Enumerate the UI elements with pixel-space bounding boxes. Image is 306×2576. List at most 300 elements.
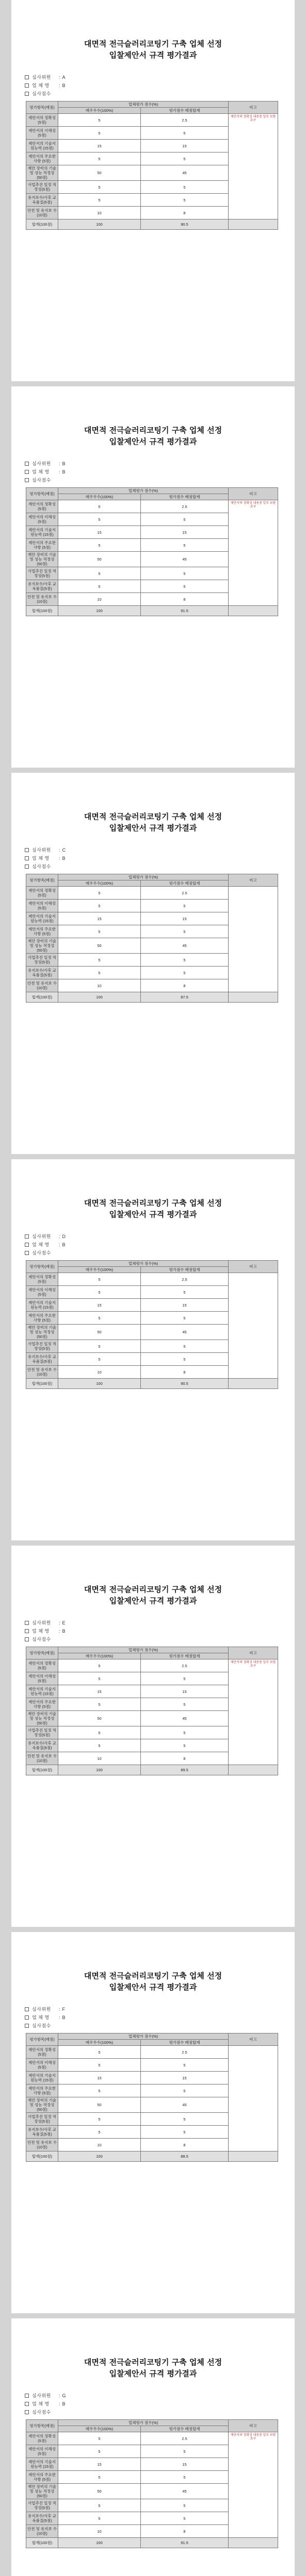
checkbox-icon <box>25 2402 29 2406</box>
score-value: 5 <box>141 2499 229 2512</box>
score-row <box>26 1273 278 1286</box>
checkbox-icon <box>25 848 29 852</box>
evaluator-value: D <box>62 1234 66 1239</box>
score-note: 제안서의 정확성 내용중 일부 보완 요구 <box>229 500 278 606</box>
header-score: 평가점수 배점합계 <box>141 2040 229 2046</box>
score-max: 5 <box>58 127 141 140</box>
score-max: 5 <box>58 1672 141 1685</box>
score-value: 5 <box>141 181 229 194</box>
form-title-line-1: 대면적 전극슬러리코팅기 구축 업체 선정 <box>84 1971 222 1980</box>
checkbox-icon <box>25 2007 29 2011</box>
score-value: 45 <box>141 938 229 954</box>
header-item: 평가항목(배점) <box>26 2033 58 2046</box>
score-value: 5 <box>141 1739 229 1752</box>
meta-label: 심사점수 <box>32 1250 51 1256</box>
score-item: 제안서의 주요한 사항 (5점) <box>26 2084 58 2097</box>
score-max: 10 <box>58 2139 141 2151</box>
score-max: 50 <box>58 2484 141 2499</box>
score-item: 제안서의 정확성(5점) <box>26 500 58 513</box>
score-table <box>26 1260 278 1389</box>
score-value: 5 <box>141 194 229 207</box>
form-meta <box>25 2392 295 2416</box>
score-max: 15 <box>58 1685 141 1698</box>
score-value: 5 <box>141 152 229 165</box>
form-title-line-2: 입찰제안서 규격 평가결과 <box>109 2369 197 2378</box>
meta-colon: : <box>59 1234 60 1239</box>
score-value: 8 <box>141 2525 229 2538</box>
score-max: 5 <box>58 925 141 938</box>
score-max: 5 <box>58 1698 141 1711</box>
score-item: 제안서의 기술지원능력 (15점) <box>26 1685 58 1698</box>
score-value: 5 <box>141 2512 229 2525</box>
score-table <box>26 1647 278 1775</box>
score-item: 제안서의 이해성(5점) <box>26 900 58 912</box>
form-title-line-2: 입찰제안서 규격 평가결과 <box>109 50 197 60</box>
score-max: 10 <box>58 593 141 606</box>
score-item: 유지보수/사후 교육품질(5점) <box>26 2126 58 2139</box>
form-title-line-1: 대면적 전극슬러리코팅기 구축 업체 선정 <box>84 2358 222 2367</box>
header-scale: 매우우수(100%) <box>58 880 141 887</box>
score-table <box>26 2419 278 2548</box>
score-max: 5 <box>58 2512 141 2525</box>
meta-label: 심사점수 <box>32 1637 51 1642</box>
score-max: 5 <box>58 2084 141 2097</box>
total-max: 100 <box>58 219 141 230</box>
score-value: 15 <box>141 2072 229 2084</box>
form-meta <box>25 460 295 484</box>
checkbox-icon <box>25 1637 29 1641</box>
total-label: 합계(100점) <box>26 2538 58 2548</box>
score-max: 5 <box>58 181 141 194</box>
checkbox-icon <box>25 2024 29 2028</box>
score-value: 5 <box>141 1312 229 1325</box>
score-row <box>26 500 278 513</box>
score-max: 5 <box>58 1340 141 1353</box>
total-score: 89.5 <box>141 1765 229 1775</box>
score-item: 제안 장비의 기술 및 성능 적정성(50점) <box>26 938 58 954</box>
score-value: 5 <box>141 2084 229 2097</box>
meta-colon: : <box>59 83 60 88</box>
score-item: 사업추진 일정 적정성(5점) <box>26 954 58 967</box>
header-note: 비고 <box>229 2033 278 2046</box>
score-value: 5 <box>141 1698 229 1711</box>
score-value: 8 <box>141 2139 229 2151</box>
score-max: 5 <box>58 887 141 900</box>
score-item: 제안서의 기술지원능력 (15점) <box>26 526 58 539</box>
score-max: 10 <box>58 979 141 992</box>
checkbox-icon <box>25 1621 29 1625</box>
total-note <box>229 2538 278 2548</box>
score-item: 제안서의 주요한 사항 (5점) <box>26 925 58 938</box>
meta-label: 업 체 명 <box>32 469 50 474</box>
score-item: 안전 및 유지보 수(10점) <box>26 2139 58 2151</box>
header-item: 평가항목(배점) <box>26 1647 58 1659</box>
score-item: 제안서의 정확성(5점) <box>26 2046 58 2059</box>
evaluation-form-page <box>11 2318 295 2576</box>
score-item: 제안서의 주요한 사항 (5점) <box>26 539 58 552</box>
score-max: 50 <box>58 2097 141 2113</box>
score-value: 8 <box>141 593 229 606</box>
total-label: 합계(100점) <box>26 1765 58 1775</box>
checkbox-icon <box>25 1251 29 1255</box>
score-item: 유지보수/사후 교육품질(5점) <box>26 2512 58 2525</box>
score-value: 8 <box>141 207 229 219</box>
score-max: 10 <box>58 2525 141 2538</box>
form-title-line-1: 대면적 전극슬러리코팅기 구축 업체 선정 <box>84 426 222 435</box>
score-value: 15 <box>141 140 229 152</box>
score-item: 사업추진 일정 적정성(5점) <box>26 1340 58 1353</box>
meta-label: 심사위원 <box>32 1620 51 1625</box>
form-title-line-2: 입찰제안서 규격 평가결과 <box>109 1210 197 1219</box>
evaluation-form-page <box>11 1546 295 1927</box>
header-scale: 매우우수(100%) <box>58 494 141 500</box>
meta-score <box>25 1249 295 1257</box>
meta-label: 심사위원 <box>32 2007 51 2012</box>
meta-company <box>25 2400 295 2408</box>
header-score: 평가점수 배점합계 <box>141 880 229 887</box>
score-note: 제안서의 정확성 내용중 일부 보완 요구 <box>229 2432 278 2538</box>
checkbox-icon <box>25 2394 29 2398</box>
evaluator-value: B <box>62 461 66 466</box>
score-note <box>229 2046 278 2151</box>
meta-evaluator <box>25 1619 295 1627</box>
score-max: 50 <box>58 552 141 567</box>
meta-label: 업 체 명 <box>32 83 50 88</box>
score-max: 5 <box>58 1726 141 1739</box>
total-max: 100 <box>58 992 141 1003</box>
evaluator-value: E <box>62 1620 66 1625</box>
score-value: 2.5 <box>141 114 229 127</box>
score-value: 5 <box>141 2059 229 2072</box>
header-score: 평가점수 배점합계 <box>141 1653 229 1659</box>
score-value: 5 <box>141 2445 229 2458</box>
evaluation-form-page <box>11 0 295 381</box>
meta-label: 심사점수 <box>32 478 51 483</box>
meta-evaluator <box>25 73 295 81</box>
header-note: 비고 <box>229 101 278 114</box>
score-value: 2.5 <box>141 1273 229 1286</box>
header-scale: 매우우수(100%) <box>58 108 141 114</box>
score-max: 15 <box>58 2458 141 2471</box>
meta-label: 업 체 명 <box>32 856 50 861</box>
meta-score <box>25 2408 295 2416</box>
checkbox-icon <box>25 470 29 474</box>
score-item: 제안서의 이해성(5점) <box>26 1672 58 1685</box>
score-value: 5 <box>141 925 229 938</box>
meta-company <box>25 1627 295 1635</box>
total-score: 90.5 <box>141 219 229 230</box>
meta-label: 심사위원 <box>32 75 51 80</box>
meta-company <box>25 854 295 862</box>
score-value: 5 <box>141 2113 229 2126</box>
score-item: 안전 및 유지보 수(10점) <box>26 207 58 219</box>
score-value: 5 <box>141 2471 229 2484</box>
checkbox-icon <box>25 856 29 860</box>
header-group: 업체평가 점수(%) <box>58 488 229 494</box>
score-item: 제안서의 기술지원능력 (15점) <box>26 2458 58 2471</box>
score-value: 2.5 <box>141 1659 229 1672</box>
score-max: 15 <box>58 1299 141 1312</box>
total-max: 100 <box>58 1379 141 1389</box>
form-meta <box>25 1619 295 1643</box>
meta-score <box>25 862 295 871</box>
header-scale: 매우우수(100%) <box>58 1267 141 1273</box>
company-value: B <box>62 2401 66 2406</box>
company-value: B <box>62 469 66 474</box>
score-item: 유지보수/사후 교육품질(5점) <box>26 580 58 593</box>
score-item: 제안 장비의 기술 및 성능 적정성(50점) <box>26 1711 58 1726</box>
score-table <box>26 487 278 616</box>
score-value: 15 <box>141 2458 229 2471</box>
score-max: 5 <box>58 2499 141 2512</box>
header-score: 평가점수 배점합계 <box>141 494 229 500</box>
score-max: 50 <box>58 1325 141 1340</box>
total-row <box>26 2151 278 2162</box>
meta-colon: : <box>59 1242 60 1247</box>
score-value: 5 <box>141 567 229 580</box>
form-meta <box>25 73 295 98</box>
score-max: 5 <box>58 954 141 967</box>
score-item: 제안서의 기술지원능력 (15점) <box>26 140 58 152</box>
meta-colon: : <box>59 2401 60 2406</box>
evaluation-form-page <box>11 386 295 768</box>
header-item: 평가항목(배점) <box>26 874 58 887</box>
meta-colon: : <box>59 469 60 474</box>
total-max: 100 <box>58 2538 141 2548</box>
meta-colon: : <box>59 2393 60 2398</box>
meta-evaluator <box>25 460 295 468</box>
score-item: 제안서의 이해성(5점) <box>26 2059 58 2072</box>
company-value: B <box>62 83 66 88</box>
meta-evaluator <box>25 1232 295 1241</box>
score-value: 8 <box>141 1366 229 1379</box>
meta-score <box>25 1635 295 1643</box>
total-note <box>229 219 278 230</box>
score-max: 5 <box>58 1273 141 1286</box>
score-item: 제안서의 정확성(5점) <box>26 1273 58 1286</box>
header-note: 비고 <box>229 488 278 500</box>
meta-label: 심사위원 <box>32 848 51 853</box>
score-item: 제안서의 기술지원능력 (15점) <box>26 1299 58 1312</box>
score-value: 45 <box>141 552 229 567</box>
header-group: 업체평가 점수(%) <box>58 2033 229 2040</box>
evaluator-value: A <box>62 75 66 80</box>
checkbox-icon <box>25 1243 29 1247</box>
score-item: 제안서의 주요한 사항 (5점) <box>26 1698 58 1711</box>
total-row <box>26 2538 278 2548</box>
score-item: 제안서의 정확성(5점) <box>26 1659 58 1672</box>
score-item: 제안서의 이해성(5점) <box>26 513 58 526</box>
score-value: 5 <box>141 1672 229 1685</box>
header-scale: 매우우수(100%) <box>58 1653 141 1659</box>
header-item: 평가항목(배점) <box>26 2420 58 2432</box>
total-row <box>26 219 278 230</box>
total-max: 100 <box>58 2151 141 2162</box>
score-max: 5 <box>58 513 141 526</box>
score-item: 제안서의 정확성(5점) <box>26 2432 58 2445</box>
meta-colon: : <box>59 461 60 466</box>
score-value: 8 <box>141 979 229 992</box>
header-note: 비고 <box>229 2420 278 2432</box>
evaluator-value: G <box>62 2393 66 2398</box>
form-title-line-1: 대면적 전극슬러리코팅기 구축 업체 선정 <box>84 1585 222 1594</box>
meta-evaluator <box>25 846 295 854</box>
score-item: 유지보수/사후 교육품질(5점) <box>26 1353 58 1366</box>
checkbox-icon <box>25 478 29 482</box>
meta-score <box>25 2022 295 2030</box>
score-note <box>229 887 278 992</box>
total-label: 합계(100점) <box>26 606 58 616</box>
score-value: 15 <box>141 1685 229 1698</box>
total-label: 합계(100점) <box>26 2151 58 2162</box>
score-note: 제안서의 정확성 내용중 일부 보완 요구 <box>229 114 278 219</box>
score-item: 유지보수/사후 교육품질(5점) <box>26 967 58 979</box>
score-max: 50 <box>58 165 141 181</box>
score-item: 안전 및 유지보 수(10점) <box>26 2525 58 2538</box>
score-item: 제안서의 기술지원능력 (15점) <box>26 2072 58 2084</box>
total-max: 100 <box>58 1765 141 1775</box>
meta-label: 심사점수 <box>32 864 51 869</box>
score-max: 5 <box>58 2126 141 2139</box>
score-max: 5 <box>58 2059 141 2072</box>
meta-evaluator <box>25 2392 295 2400</box>
header-group: 업체평가 점수(%) <box>58 101 229 108</box>
header-scale: 매우우수(100%) <box>58 2040 141 2046</box>
meta-colon: : <box>59 2015 60 2020</box>
total-note <box>229 992 278 1003</box>
meta-company <box>25 81 295 90</box>
score-value: 5 <box>141 513 229 526</box>
header-item: 평가항목(배점) <box>26 488 58 500</box>
checkbox-icon <box>25 92 29 96</box>
total-score: 88.5 <box>141 2151 229 2162</box>
header-score: 평가점수 배점합계 <box>141 108 229 114</box>
form-meta <box>25 2005 295 2030</box>
evaluation-form-page <box>11 773 295 1154</box>
meta-label: 업 체 명 <box>32 1242 50 1247</box>
total-note <box>229 1379 278 1389</box>
score-value: 5 <box>141 580 229 593</box>
meta-colon: : <box>59 1629 60 1634</box>
company-value: B <box>62 1242 66 1247</box>
score-max: 5 <box>58 1312 141 1325</box>
score-item: 제안 장비의 기술 및 성능 적정성(50점) <box>26 2097 58 2113</box>
header-group: 업체평가 점수(%) <box>58 874 229 880</box>
score-item: 제안서의 주요한 사항 (5점) <box>26 152 58 165</box>
form-title-line-2: 입찰제안서 규격 평가결과 <box>109 1982 197 1992</box>
evaluator-value: C <box>62 848 66 853</box>
score-row <box>26 1659 278 1672</box>
score-max: 5 <box>58 2432 141 2445</box>
score-max: 10 <box>58 1752 141 1765</box>
total-label: 합계(100점) <box>26 992 58 1003</box>
score-note: 제안서의 정확성 내용중 일부 보완 요구 <box>229 1659 278 1765</box>
score-max: 5 <box>58 539 141 552</box>
meta-evaluator <box>25 2005 295 2013</box>
score-item: 안전 및 유지보 수(10점) <box>26 593 58 606</box>
score-value: 5 <box>141 900 229 912</box>
score-item: 제안서의 정확성(5점) <box>26 114 58 127</box>
total-row <box>26 1379 278 1389</box>
total-score: 87.5 <box>141 992 229 1003</box>
score-item: 사업추진 일정 적정성(5점) <box>26 2113 58 2126</box>
score-item: 사업추진 일정 적정성(5점) <box>26 2499 58 2512</box>
meta-label: 심사점수 <box>32 91 51 96</box>
header-group: 업체평가 점수(%) <box>58 1647 229 1653</box>
meta-label: 심사위원 <box>32 461 51 466</box>
score-item: 제안서의 기술지원능력 (15점) <box>26 912 58 925</box>
score-item: 제안 장비의 기술 및 성능 적정성(50점) <box>26 552 58 567</box>
score-max: 5 <box>58 567 141 580</box>
total-score: 90.5 <box>141 1379 229 1389</box>
score-value: 5 <box>141 1726 229 1739</box>
score-max: 5 <box>58 2445 141 2458</box>
score-max: 15 <box>58 526 141 539</box>
score-max: 5 <box>58 114 141 127</box>
score-value: 15 <box>141 526 229 539</box>
score-value: 5 <box>141 967 229 979</box>
meta-colon: : <box>59 1620 60 1625</box>
total-row <box>26 606 278 616</box>
form-title-line-1: 대면적 전극슬러리코팅기 구축 업체 선정 <box>84 1198 222 1208</box>
score-max: 5 <box>58 900 141 912</box>
score-note <box>229 1273 278 1379</box>
score-value: 8 <box>141 1752 229 1765</box>
checkbox-icon <box>25 1629 29 1633</box>
score-max: 5 <box>58 1659 141 1672</box>
evaluation-form-page <box>11 1932 295 2313</box>
score-item: 제안서의 정확성(5점) <box>26 887 58 900</box>
score-value: 2.5 <box>141 2432 229 2445</box>
meta-label: 심사위원 <box>32 1234 51 1239</box>
score-value: 2.5 <box>141 887 229 900</box>
score-item: 유지보수/사후 교육품질(5점) <box>26 1739 58 1752</box>
total-note <box>229 606 278 616</box>
total-score: 91.5 <box>141 606 229 616</box>
meta-label: 업 체 명 <box>32 1629 50 1634</box>
score-value: 45 <box>141 1711 229 1726</box>
form-meta <box>25 846 295 871</box>
score-value: 15 <box>141 912 229 925</box>
form-meta <box>25 1232 295 1257</box>
score-row <box>26 887 278 900</box>
score-item: 안전 및 유지보 수(10점) <box>26 1752 58 1765</box>
company-value: B <box>62 2015 66 2020</box>
score-item: 제안서의 주요한 사항 (5점) <box>26 2471 58 2484</box>
meta-company <box>25 2013 295 2022</box>
meta-score <box>25 476 295 484</box>
total-max: 100 <box>58 606 141 616</box>
total-label: 합계(100점) <box>26 1379 58 1389</box>
form-title-line-1: 대면적 전극슬러리코팅기 구축 업체 선정 <box>84 39 222 48</box>
score-max: 5 <box>58 194 141 207</box>
score-max: 50 <box>58 1711 141 1726</box>
total-label: 합계(100점) <box>26 219 58 230</box>
total-note <box>229 1765 278 1775</box>
meta-company <box>25 1241 295 1249</box>
score-value: 45 <box>141 2484 229 2499</box>
score-max: 5 <box>58 967 141 979</box>
score-table <box>26 874 278 1003</box>
score-max: 5 <box>58 580 141 593</box>
company-value: B <box>62 856 66 861</box>
meta-colon: : <box>59 2007 60 2012</box>
score-value: 5 <box>141 954 229 967</box>
form-title-line-1: 대면적 전극슬러리코팅기 구축 업체 선정 <box>84 812 222 821</box>
meta-label: 업 체 명 <box>32 2015 50 2020</box>
score-max: 5 <box>58 152 141 165</box>
header-note: 비고 <box>229 1261 278 1273</box>
